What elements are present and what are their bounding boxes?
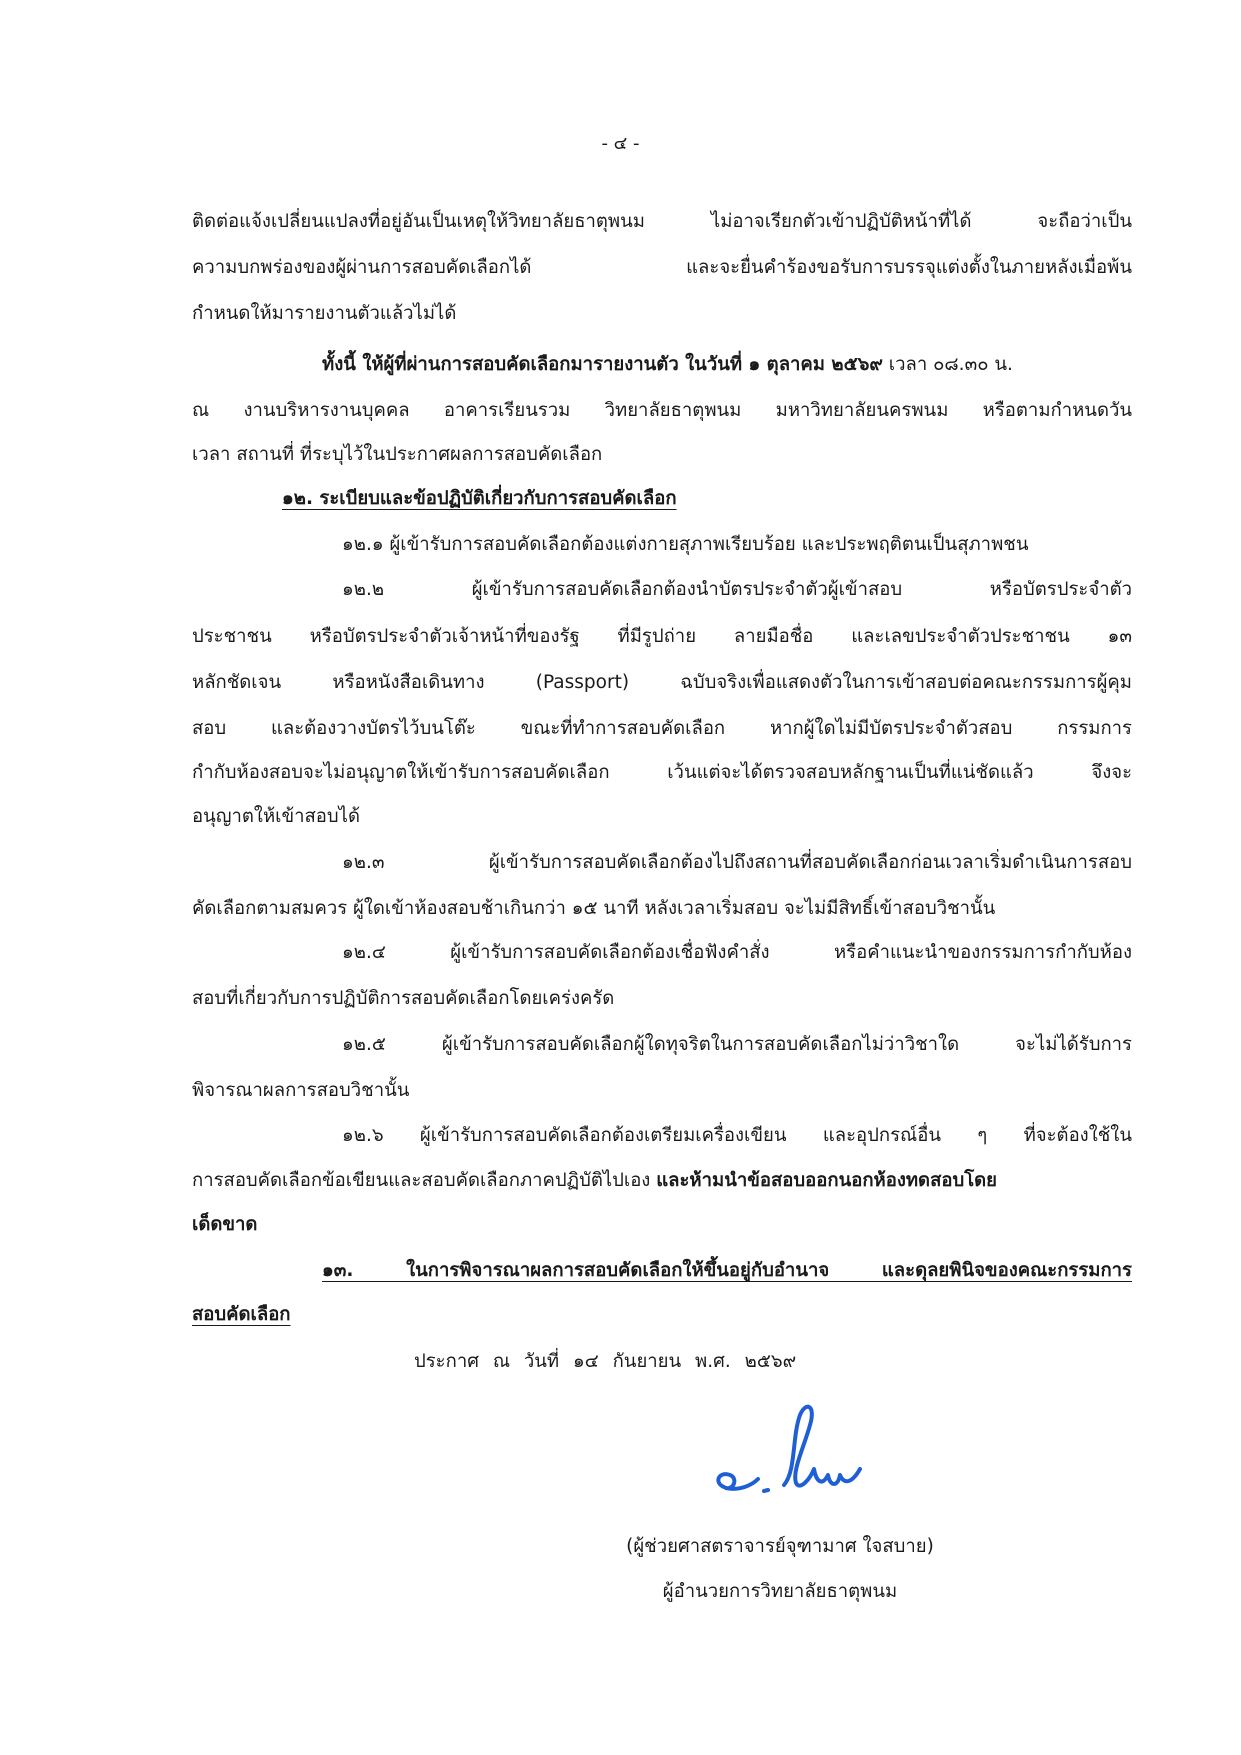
signatory-position: ผู้อำนวยการวิทยาลัยธาตุพนม (662, 1581, 898, 1602)
item-12-6-line-2 (192, 1164, 1132, 1198)
item-12-2-line-4: สอบ และต้องวางบัตรไว้บนโต๊ะ ขณะที่ทำการสอบคัดเลือก หากผู้ใดไม่มีบัตรประจำตัวสอบ กรรมการ (192, 718, 1132, 739)
intro-line-2: ความบกพร่องของผู้ผ่านการสอบคัดเลือกได้ และจะยื่นคำร้องขอรับการบรรจุแต่งตั้งในภายหลังเมื่อพ้น (192, 257, 1132, 278)
report-line-3: เวลา สถานที่ ที่ระบุไว้ในประกาศผลการสอบคัดเลือก (192, 444, 603, 465)
item-12-2-line-3: หลักชัดเจน หรือหนังสือเดินทาง (Passport) ฉบับจริงเพื่อแสดงตัวในการเข้าสอบต่อคณะกรรมการผู้คุม (192, 672, 1132, 693)
item-12-2-line-6: อนุญาตให้เข้าสอบได้ (192, 806, 360, 827)
item-12-1: ๑๒.๑ ผู้เข้ารับการสอบคัดเลือกต้องแต่งกายสุภาพเรียบร้อย และประพฤติตนเป็นสุภาพชน (342, 534, 1029, 555)
item-12-3-line-1: ๑๒.๓ ผู้เข้ารับการสอบคัดเลือกต้องไปถึงสถานที่สอบคัดเลือกก่อนเวลาเริ่มดำเนินการสอบ (342, 852, 1132, 873)
item-12-2-line-1: ๑๒.๒ ผู้เข้ารับการสอบคัดเลือกต้องนำบัตรประจำตัวผู้เข้าสอบ หรือบัตรประจำตัว (342, 579, 1132, 600)
section-12-heading: ๑๒. ระเบียบและข้อปฏิบัติเกี่ยวกับการสอบคัดเลือก (282, 488, 677, 509)
section-13-line-1: ๑๓. ในการพิจารณาผลการสอบคัดเลือกให้ขึ้นอยู่กับอำนาจ และดุลยพินิจของคณะกรรมการ (322, 1260, 1132, 1281)
intro-line-3: กำหนดให้มารายงานตัวแล้วไม่ได้ (192, 303, 457, 324)
announcement-date: ประกาศ ณ วันที่ ๑๔ กันยายน พ.ศ. ๒๕๖๙ (414, 1351, 797, 1372)
item-12-6-line-1: ๑๒.๖ ผู้เข้ารับการสอบคัดเลือกต้องเตรียมเครื่องเขียน และอุปกรณ์อื่น ๆ ที่จะต้องใช้ใน (342, 1125, 1132, 1146)
report-time-text: เวลา ๐๘.๓๐ น. (882, 354, 1013, 375)
intro-line-1: ติดต่อแจ้งเปลี่ยนแปลงที่อยู่อันเป็นเหตุให้วิทยาลัยธาตุพนม ไม่อาจเรียกตัวเข้าปฏิบัติหน้าที่ได้ จะถือว่าเป็น (192, 211, 1132, 232)
item-12-2-line-5: กำกับห้องสอบจะไม่อนุญาตให้เข้ารับการสอบคัดเลือก เว้นแต่จะได้ตรวจสอบหลักฐานเป็นที่แน่ชัดแล้ว จึงจะ (192, 762, 1132, 783)
item-12-4-line-2: สอบที่เกี่ยวกับการปฏิบัติการสอบคัดเลือกโดยเคร่งครัด (192, 988, 615, 1009)
item-12-6-normal-text: การสอบคัดเลือกข้อเขียนและสอบคัดเลือกภาคปฏิบัติไปเอง (192, 1170, 657, 1191)
item-12-6-line-3: เด็ดขาด (192, 1214, 258, 1235)
section-13-line-2: สอบคัดเลือก (192, 1304, 291, 1325)
item-12-2-line-2: ประชาชน หรือบัตรประจำตัวเจ้าหน้าที่ของรัฐ ที่มีรูปถ่าย ลายมือชื่อ และเลขประจำตัวประชาชน ๑๓ (192, 626, 1132, 647)
signature-image (700, 1395, 900, 1515)
report-bold-text: ทั้งนี้ ให้ผู้ที่ผ่านการสอบคัดเลือกมารายงานตัว ในวันที่ ๑ ตุลาคม ๒๕๖๙ (322, 354, 883, 375)
report-line-2: ณ งานบริหารงานบุคคล อาคารเรียนรวม วิทยาลัยธาตุพนม มหาวิทยาลัยนครพนม หรือตามกำหนดวัน (192, 400, 1132, 421)
page-number: - ๔ - (601, 133, 640, 154)
item-12-5-line-1: ๑๒.๕ ผู้เข้ารับการสอบคัดเลือกผู้ใดทุจริตในการสอบคัดเลือกไม่ว่าวิชาใด จะไม่ได้รับการ (342, 1034, 1132, 1055)
item-12-6-bold-text: และห้ามนำข้อสอบออกนอกห้องทดสอบโดย (656, 1170, 998, 1191)
item-12-5-line-2: พิจารณาผลการสอบวิชานั้น (192, 1080, 410, 1101)
item-12-3-line-2: คัดเลือกตามสมควร ผู้ใดเข้าห้องสอบช้าเกินกว่า ๑๕ นาที หลังเวลาเริ่มสอบ จะไม่มีสิทธิ์เข้าสอบวิชานั้น (192, 898, 996, 919)
signatory-name: (ผู้ช่วยศาสตราจารย์จุฑามาศ ใจสบาย) (626, 1536, 934, 1557)
item-12-4-line-1: ๑๒.๔ ผู้เข้ารับการสอบคัดเลือกต้องเชื่อฟังคำสั่ง หรือคำแนะนำของกรรมการกำกับห้อง (342, 942, 1132, 963)
report-line-1 (322, 348, 1132, 382)
